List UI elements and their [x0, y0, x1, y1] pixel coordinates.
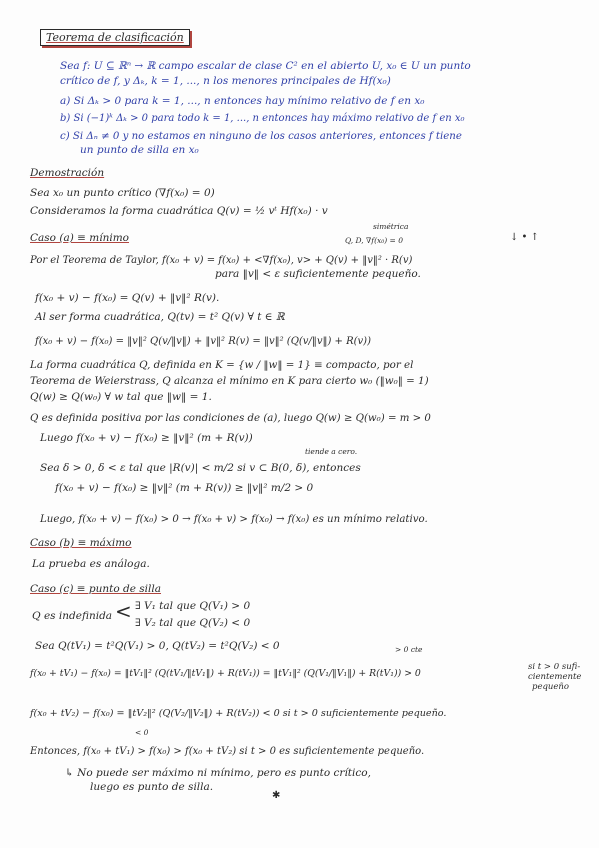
case-b-text: La prueba es análoga.	[32, 558, 150, 570]
demo-line-1: Sea x₀ un punto crítico (∇f(x₀) = 0)	[30, 187, 215, 199]
case-c-branch-2: ∃ V₂ tal que Q(V₂) < 0	[135, 617, 251, 629]
annot-suff-1: si t > 0 sufi-	[528, 662, 581, 672]
case-c-branch-1: ∃ V₁ tal que Q(V₁) > 0	[135, 600, 251, 612]
annot-suff-2: cientemente	[528, 672, 582, 682]
case-a-line-11: Sea δ > 0, δ < ε tal que |R(v)| < m/2 si v ⊂ B(0, δ), entonces	[40, 462, 361, 474]
case-a-line-9: Q es definida positiva por las condiciones de (a), luego Q(w) ≥ Q(w₀) = m > 0	[30, 413, 431, 424]
case-a-line-12: f(x₀ + v) − f(x₀) ≥ ‖v‖² (m + R(v)) ≥ ‖v‖² m/2 > 0	[55, 482, 314, 494]
case-a-line-10: Luego f(x₀ + v) − f(x₀) ≥ ‖v‖² (m + R(v))	[40, 432, 253, 444]
theorem-case-c: c) Si Δₙ ≠ 0 y no estamos en ninguno de los casos anteriores, entonces f tiene	[60, 131, 462, 142]
vector-sketch-icon: ↓ • ↑	[510, 232, 540, 243]
theorem-line-2: crítico de f, y Δₖ, k = 1, ..., n los menores principales de Hf(x₀)	[60, 75, 391, 87]
case-c-label: Caso (c) ≡ punto de silla	[30, 583, 162, 595]
case-c-indef: Q es indefinida	[32, 610, 113, 622]
annot-suff-3: pequeño	[532, 682, 570, 692]
case-c-line-5: ↳ No puede ser máximo ni mínimo, pero es punto crítico,	[65, 767, 371, 779]
annot-gradient: Q, D, ∇f(x₀) = 0	[345, 236, 403, 245]
case-c-line-1: Sea Q(tV₁) = t²Q(V₁) > 0, Q(tV₂) = t²Q(V₂) < 0	[35, 640, 280, 652]
case-a-line-1: Por el Teorema de Taylor, f(x₀ + v) = f(x₀) + <∇f(x₀), v> + Q(v) + ‖v‖² · R(v)	[30, 255, 413, 266]
case-a-line-13: Luego, f(x₀ + v) − f(x₀) > 0 → f(x₀ + v) > f(x₀) → f(x₀) es un mínimo relativo.	[40, 514, 428, 525]
case-a-line-6: La forma cuadrática Q, definida en K = {w / ‖w‖ = 1} ≡ compacto, por el	[30, 359, 414, 371]
case-a-line-4: Al ser forma cuadrática, Q(tv) = t² Q(v) ∀ t ∈ ℝ	[35, 311, 285, 323]
theorem-case-b: b) Si (−1)ᵏ Δₖ > 0 para todo k = 1, ..., n entonces hay máximo relativo de f en x₀	[60, 113, 465, 124]
case-a-line-2: para ‖v‖ < ε suficientemente pequeño.	[215, 268, 421, 280]
annot-gt0: > 0 cte	[395, 645, 423, 654]
case-a-line-8: Q(w) ≥ Q(w₀) ∀ w tal que ‖w‖ = 1.	[30, 391, 212, 403]
page-title: Teorema de clasificación	[40, 29, 190, 46]
theorem-case-c-cont: un punto de silla en x₀	[80, 144, 199, 156]
theorem-line-1: Sea f: U ⊆ ℝⁿ → ℝ campo escalar de clase C² en el abierto U, x₀ ∈ U un punto	[60, 60, 471, 72]
demo-heading: Demostración	[30, 167, 105, 179]
case-c-line-2: f(x₀ + tV₁) − f(x₀) = ‖tV₁‖² (Q(tV₁/‖tV₁‖) + R(tV₁)) = ‖tV₁‖² (Q(V₁/‖V₁‖) + R(tV₁)) > 0	[30, 668, 421, 679]
case-a-line-3: f(x₀ + v) − f(x₀) = Q(v) + ‖v‖² R(v).	[35, 292, 220, 304]
case-c-line-4: Entonces, f(x₀ + tV₁) > f(x₀) > f(x₀ + tV₂) si t > 0 es suficientemente pequeño.	[30, 746, 425, 757]
case-a-label: Caso (a) ≡ mínimo	[30, 232, 129, 244]
case-c-line-6: luego es punto de silla.	[90, 781, 214, 793]
footer-mark-icon: ✱	[272, 790, 281, 801]
case-b-label: Caso (b) ≡ máximo	[30, 537, 132, 549]
branch-brace-icon: <	[115, 599, 132, 623]
case-a-line-7: Teorema de Weierstrass, Q alcanza el mínimo en K para cierto w₀ (‖w₀‖ = 1)	[30, 375, 429, 387]
demo-line-2: Consideramos la forma cuadrática Q(v) = ½ vᵗ Hf(x₀) · v	[30, 205, 328, 217]
annot-lt0: < 0	[135, 728, 149, 737]
annot-simetrica: simétrica	[373, 222, 409, 231]
theorem-case-a: a) Si Δₖ > 0 para k = 1, ..., n entonces hay mínimo relativo de f en x₀	[60, 95, 425, 107]
case-a-line-5: f(x₀ + v) − f(x₀) = ‖v‖² Q(v/‖v‖) + ‖v‖² R(v) = ‖v‖² (Q(v/‖v‖) + R(v))	[35, 336, 371, 347]
case-c-line-3: f(x₀ + tV₂) − f(x₀) = ‖tV₂‖² (Q(V₂/‖V₂‖) + R(tV₂)) < 0 si t > 0 suficientemente pequeño.	[30, 708, 447, 719]
annot-tiende: tiende a cero.	[305, 447, 358, 456]
